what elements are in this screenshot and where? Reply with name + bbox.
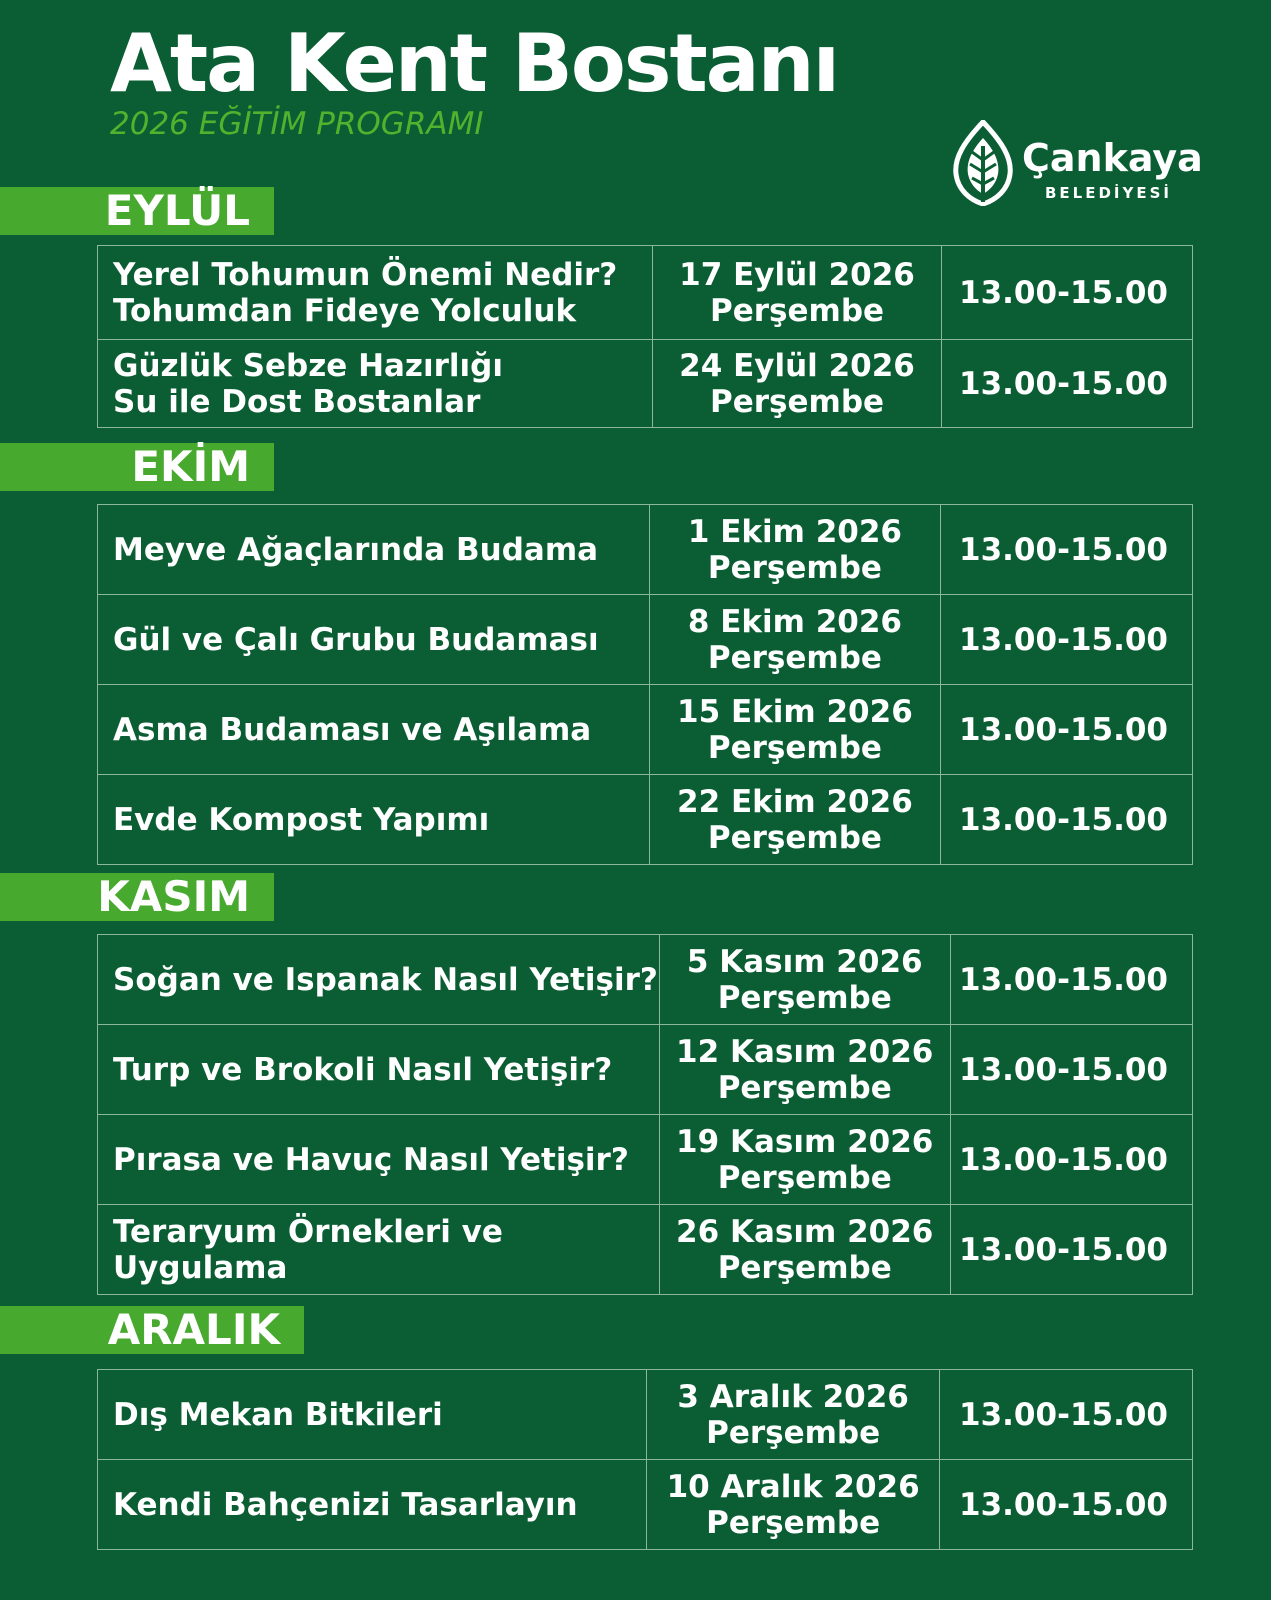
table-row [98, 1205, 1193, 1295]
date-cell [659, 1115, 950, 1205]
topic-text: Teraryum Örnekleri ve [113, 1213, 503, 1250]
time-cell: 13.00-15.00 [942, 340, 1193, 428]
table-row [98, 340, 1193, 428]
time-cell: 13.00-15.00 [950, 935, 1192, 1025]
month-header-kasim: KASIM [0, 873, 274, 921]
time-cell: 13.00-15.00 [940, 595, 1192, 685]
schedule-table-ekim [97, 504, 1193, 865]
date-cell [650, 595, 941, 685]
date-text: 8 Ekim 2026 [687, 603, 902, 640]
topic-cell [98, 340, 653, 428]
topic-text: Meyve Ağaçlarında Budama [113, 531, 599, 568]
topic-text: Pırasa ve Havuç Nasıl Yetişir? [113, 1141, 629, 1178]
table-row [98, 1115, 1193, 1205]
logo-name: Çankaya [1022, 136, 1203, 180]
month-header-eylul: EYLÜL [0, 187, 274, 235]
page-title: Ata Kent Bostanı [110, 17, 839, 110]
day-text: Perşembe [706, 1504, 881, 1541]
cankaya-logo [952, 118, 1203, 208]
topic-text: Kendi Bahçenizi Tasarlayın [113, 1486, 578, 1523]
date-text: 5 Kasım 2026 [686, 943, 923, 980]
table-row [98, 685, 1193, 775]
leaf-icon [952, 120, 1014, 206]
time-cell: 13.00-15.00 [950, 1205, 1192, 1295]
table-row [98, 246, 1193, 340]
date-text: 22 Ekim 2026 [677, 783, 913, 820]
date-text: 26 Kasım 2026 [676, 1213, 934, 1250]
table-row [98, 1025, 1193, 1115]
date-text: 12 Kasım 2026 [676, 1033, 934, 1070]
date-cell [650, 505, 941, 595]
topic-cell [98, 935, 660, 1025]
topic-cell [98, 1115, 660, 1205]
table-row [98, 505, 1193, 595]
day-text: Perşembe [717, 1159, 892, 1196]
topic-text: Güzlük Sebze Hazırlığı [113, 347, 503, 384]
day-text: Perşembe [707, 639, 882, 676]
time-cell: 13.00-15.00 [940, 1460, 1193, 1550]
table-row [98, 595, 1193, 685]
time-cell: 13.00-15.00 [950, 1025, 1192, 1115]
day-text: Perşembe [717, 979, 892, 1016]
day-text: Perşembe [707, 549, 882, 586]
topic-text: Su ile Dost Bostanlar [113, 383, 481, 420]
topic-cell [98, 1460, 647, 1550]
date-cell [650, 775, 941, 865]
topic-cell [98, 505, 650, 595]
topic-text: Evde Kompost Yapımı [113, 801, 490, 838]
topic-text: Soğan ve Ispanak Nasıl Yetişir? [113, 961, 658, 998]
day-text: Perşembe [717, 1069, 892, 1106]
month-header-ekim: EKİM [0, 443, 274, 491]
topic-text: Tohumdan Fideye Yolculuk [113, 292, 577, 329]
date-text: 24 Eylül 2026 [679, 347, 915, 384]
topic-cell [98, 685, 650, 775]
date-cell [646, 1370, 939, 1460]
table-row [98, 1460, 1193, 1550]
date-cell [659, 935, 950, 1025]
topic-cell [98, 1205, 660, 1295]
date-text: 17 Eylül 2026 [679, 256, 915, 293]
topic-cell [98, 775, 650, 865]
date-cell [646, 1460, 939, 1550]
topic-text: Turp ve Brokoli Nasıl Yetişir? [113, 1051, 613, 1088]
table-row [98, 775, 1193, 865]
time-cell: 13.00-15.00 [940, 775, 1192, 865]
schedule-table-eylul [97, 245, 1193, 428]
topic-cell [98, 246, 653, 340]
day-text: Perşembe [710, 292, 885, 329]
date-cell [650, 685, 941, 775]
topic-text: Gül ve Çalı Grubu Budaması [113, 621, 599, 658]
date-cell [659, 1205, 950, 1295]
day-text: Perşembe [717, 1249, 892, 1286]
date-text: 19 Kasım 2026 [676, 1123, 934, 1160]
date-cell [659, 1025, 950, 1115]
topic-cell [98, 595, 650, 685]
topic-text: Dış Mekan Bitkileri [113, 1396, 443, 1433]
date-cell [652, 340, 942, 428]
table-row [98, 935, 1193, 1025]
topic-cell [98, 1025, 660, 1115]
topic-cell [98, 1370, 647, 1460]
day-text: Perşembe [706, 1414, 881, 1451]
time-cell: 13.00-15.00 [940, 685, 1192, 775]
time-cell: 13.00-15.00 [950, 1115, 1192, 1205]
month-header-aralik: ARALIK [0, 1306, 304, 1354]
day-text: Perşembe [710, 383, 885, 420]
date-text: 15 Ekim 2026 [677, 693, 913, 730]
day-text: Perşembe [707, 729, 882, 766]
table-row [98, 1370, 1193, 1460]
schedule-table-kasim [97, 934, 1193, 1295]
time-cell: 13.00-15.00 [942, 246, 1193, 340]
topic-text: Uygulama [113, 1249, 288, 1286]
time-cell: 13.00-15.00 [940, 1370, 1193, 1460]
date-text: 1 Ekim 2026 [687, 513, 902, 550]
date-cell [652, 246, 942, 340]
page-subtitle: 2026 EĞİTİM PROGRAMI [110, 106, 484, 142]
time-cell: 13.00-15.00 [940, 505, 1192, 595]
topic-text: Yerel Tohumun Önemi Nedir? [113, 256, 618, 293]
date-text: 3 Aralık 2026 [677, 1378, 909, 1415]
day-text: Perşembe [707, 819, 882, 856]
date-text: 10 Aralık 2026 [666, 1468, 920, 1505]
topic-text: Asma Budaması ve Aşılama [113, 711, 592, 748]
schedule-table-aralik [97, 1369, 1193, 1550]
logo-sub: BELEDİYESİ [1045, 184, 1173, 202]
